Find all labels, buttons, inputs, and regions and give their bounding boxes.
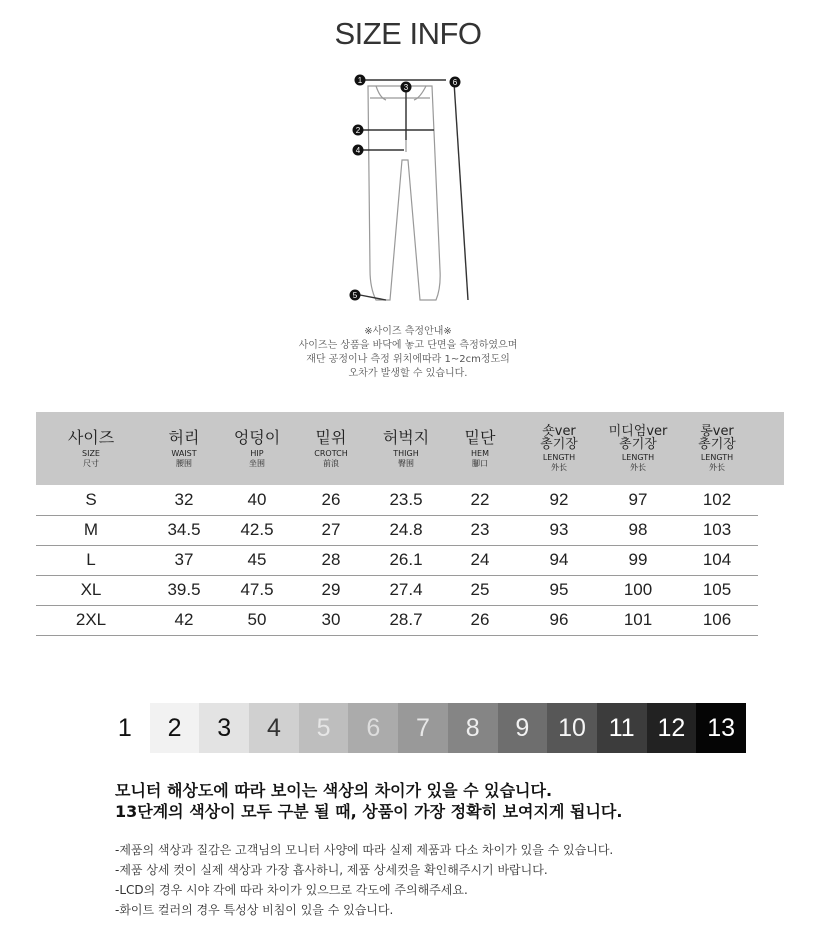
svg-text:6: 6 (452, 78, 458, 87)
pants-measurement-diagram (340, 70, 470, 310)
table-row (36, 485, 784, 515)
svg-text:3: 3 (403, 83, 409, 92)
cell-hem: 26 (442, 605, 518, 635)
table-row (36, 515, 784, 545)
header-short-length: 숏ver 총기장 LENGTH 外长 (540, 423, 578, 472)
size-table (36, 412, 784, 636)
scale-step-6: 6 (348, 703, 398, 753)
cell-crotch: 26 (292, 485, 370, 515)
cell-short-length: 95 (518, 575, 600, 605)
marker-1 (355, 75, 366, 86)
scale-step-2: 2 (150, 703, 200, 753)
scale-step-9: 9 (498, 703, 548, 753)
svg-text:1: 1 (357, 76, 363, 85)
cell-long-length: 106 (676, 605, 758, 635)
cell-thigh: 26.1 (370, 545, 442, 575)
cell-crotch: 27 (292, 515, 370, 545)
cell-long-length: 104 (676, 545, 758, 575)
header-spacer (758, 412, 784, 485)
cell-size: XL (36, 575, 146, 605)
cell-size: S (36, 485, 146, 515)
cell-crotch: 28 (292, 545, 370, 575)
cell-crotch: 30 (292, 605, 370, 635)
scale-step-7: 7 (398, 703, 448, 753)
cell-size: L (36, 545, 146, 575)
header-hem: 밑단 HEM 腳口 (464, 427, 496, 468)
svg-text:2: 2 (355, 126, 361, 135)
cell-spacer (758, 575, 784, 605)
notice-line: 사이즈는 상품을 바닥에 놓고 단면을 측정하였으며 (298, 340, 518, 351)
cell-short-length: 96 (518, 605, 600, 635)
scale-step-12: 12 (647, 703, 697, 753)
cell-thigh: 24.8 (370, 515, 442, 545)
scale-step-11: 11 (597, 703, 647, 753)
marker-4 (353, 145, 364, 156)
table-row (36, 575, 784, 605)
cell-thigh: 27.4 (370, 575, 442, 605)
cell-long-length: 103 (676, 515, 758, 545)
notice-line: 재단 공정이나 측정 위치에따라 1~2cm정도의 (306, 354, 510, 365)
header-thigh: 허벅지 THIGH 臀围 (382, 427, 430, 468)
table-row (36, 605, 784, 635)
monitor-notice (115, 780, 622, 822)
notice-line: 오차가 발생할 수 있습니다. (348, 368, 468, 379)
scale-step-1: 1 (100, 703, 150, 753)
page-title: SIZE INFO (334, 16, 482, 51)
measurement-lines (360, 80, 468, 300)
scale-step-5: 5 (299, 703, 349, 753)
cell-hem: 24 (442, 545, 518, 575)
header-long-length: 롱ver 총기장 LENGTH 外长 (698, 423, 736, 472)
svg-text:5: 5 (352, 291, 358, 300)
cell-hip: 50 (222, 605, 292, 635)
cell-thigh: 28.7 (370, 605, 442, 635)
cell-hem: 23 (442, 515, 518, 545)
cell-waist: 39.5 (146, 575, 222, 605)
cell-hip: 47.5 (222, 575, 292, 605)
cell-hip: 42.5 (222, 515, 292, 545)
cell-short-length: 94 (518, 545, 600, 575)
cell-spacer (758, 515, 784, 545)
scale-step-10: 10 (547, 703, 597, 753)
cell-spacer (758, 485, 784, 515)
cell-spacer (758, 605, 784, 635)
svg-text:4: 4 (355, 146, 361, 155)
note-line: -LCD의 경우 시야 각에 따라 차이가 있으므로 각도에 주의해주세요. (115, 883, 468, 897)
scale-step-13: 13 (696, 703, 746, 753)
cell-medium-length: 101 (600, 605, 676, 635)
cell-hem: 25 (442, 575, 518, 605)
scale-step-4: 4 (249, 703, 299, 753)
cell-long-length: 102 (676, 485, 758, 515)
cell-medium-length: 99 (600, 545, 676, 575)
cell-medium-length: 100 (600, 575, 676, 605)
header-crotch: 밑위 CROTCH 前浪 (314, 427, 348, 468)
marker-6 (450, 77, 461, 88)
header-medium-length: 미디엄ver 총기장 LENGTH 外长 (608, 423, 668, 472)
header-hip: 엉덩이 HIP 坐围 (233, 427, 281, 468)
cell-short-length: 93 (518, 515, 600, 545)
cell-hem: 22 (442, 485, 518, 515)
note-line: -제품 상세 컷이 실제 색상과 가장 흡사하니, 제품 상세컷을 확인해주시기 바랍니다. (115, 863, 548, 877)
color-scale (100, 703, 746, 753)
monitor-line-1: 모니터 해상도에 따라 보이는 색상의 차이가 있을 수 있습니다. (115, 781, 553, 800)
pants-outline (368, 86, 440, 300)
header-waist: 허리 WAIST 腰围 (168, 427, 200, 468)
cell-waist: 32 (146, 485, 222, 515)
cell-hip: 40 (222, 485, 292, 515)
cell-hip: 45 (222, 545, 292, 575)
header-size: 사이즈 SIZE 尺寸 (67, 427, 115, 468)
scale-step-8: 8 (448, 703, 498, 753)
cell-size: M (36, 515, 146, 545)
marker-3 (401, 82, 412, 93)
table-header-row (36, 412, 784, 485)
monitor-line-2: 13단계의 색상이 모두 구분 될 때, 상품이 가장 정확히 보여지게 됩니다. (115, 802, 623, 821)
product-notes (115, 840, 613, 920)
marker-5 (350, 290, 361, 301)
cell-long-length: 105 (676, 575, 758, 605)
note-line: -화이트 컬러의 경우 특성상 비침이 있을 수 있습니다. (115, 903, 394, 917)
cell-medium-length: 98 (600, 515, 676, 545)
cell-spacer (758, 545, 784, 575)
note-line: -제품의 색상과 질감은 고객님의 모니터 사양에 따라 실제 제품과 다소 차이가 있을 수 있습니다. (115, 843, 614, 857)
cell-medium-length: 97 (600, 485, 676, 515)
cell-size: 2XL (36, 605, 146, 635)
cell-thigh: 23.5 (370, 485, 442, 515)
marker-2 (353, 125, 364, 136)
notice-line: ※사이즈 측정안내※ (364, 326, 452, 337)
measurement-notice (0, 325, 816, 381)
cell-waist: 34.5 (146, 515, 222, 545)
cell-waist: 42 (146, 605, 222, 635)
cell-waist: 37 (146, 545, 222, 575)
cell-short-length: 92 (518, 485, 600, 515)
table-row (36, 545, 784, 575)
scale-step-3: 3 (199, 703, 249, 753)
cell-crotch: 29 (292, 575, 370, 605)
